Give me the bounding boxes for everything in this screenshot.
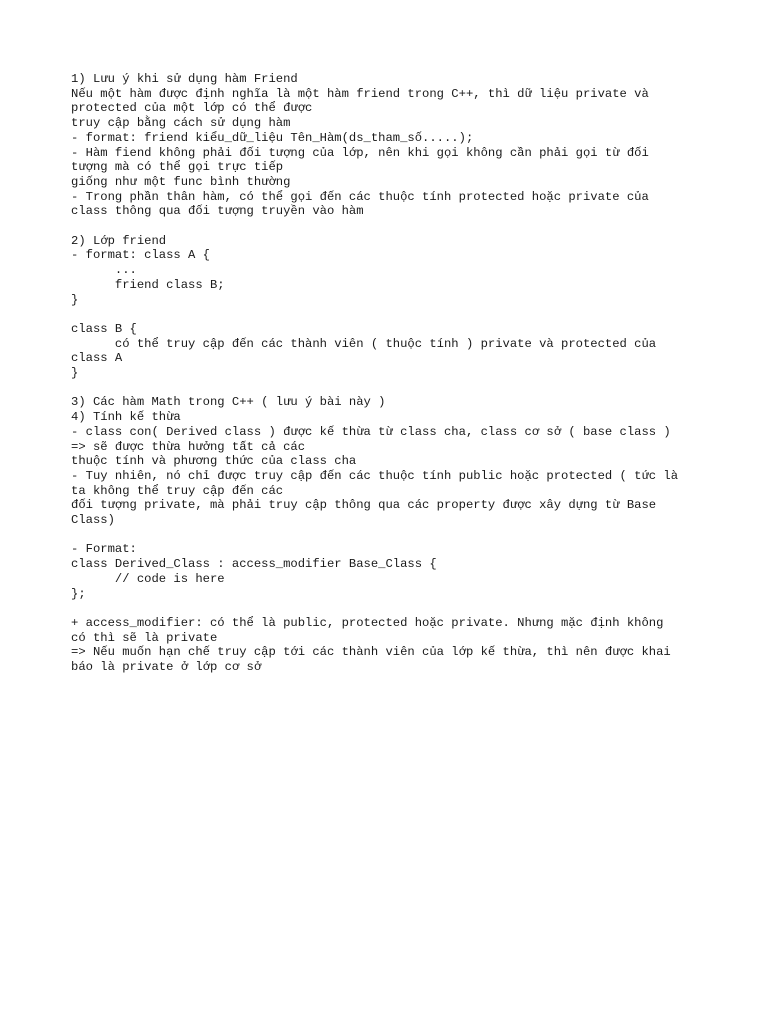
text-line: => Nếu muốn hạn chế truy cập tới các thành viên của lớp kế thừa, thì nên được khai (71, 645, 671, 660)
text-line: Class) (71, 513, 115, 528)
text-line (71, 219, 711, 234)
text-line: class B { (71, 321, 137, 336)
text-line: - Hàm fiend không phải đối tượng của lớp, nên khi gọi không cần phải gọi từ đối (71, 145, 649, 160)
text-line: có thì sẽ là private (71, 630, 218, 645)
text-line: - class con( Derived class ) được kế thừa từ class cha, class cơ sở ( base class ) (71, 424, 671, 439)
text-line: - Trong phần thân hàm, có thể gọi đến các thuộc tính protected hoặc private của (71, 189, 649, 204)
text-line: thuộc tính và phương thức của class cha (71, 454, 357, 469)
document-body (71, 72, 711, 675)
text-line: // code is here (71, 571, 225, 586)
text-line: }; (71, 586, 86, 601)
text-line: đối tượng private, mà phải truy cập thông qua các property được xây dựng từ Base (71, 498, 657, 513)
text-line: Nếu một hàm được định nghĩa là một hàm friend trong C++, thì dữ liệu private và (71, 86, 649, 101)
text-line: báo là private ở lớp cơ sở (71, 660, 262, 675)
text-line: + access_modifier: có thể là public, protected hoặc private. Nhưng mặc định không (71, 615, 664, 630)
text-line (71, 601, 711, 616)
text-line: - format: class A { (71, 248, 210, 263)
text-line: class Derived_Class : access_modifier Base_Class { (71, 557, 437, 572)
text-line: giống như một func bình thường (71, 174, 291, 189)
text-line: => sẽ được thừa hưởng tất cả các (71, 439, 306, 454)
text-line: class thông qua đối tượng truyền vào hàm (71, 204, 364, 219)
text-line: tượng mà có thể gọi trực tiếp (71, 160, 284, 175)
text-line: } (71, 366, 79, 381)
text-line: friend class B; (71, 277, 225, 292)
text-line: } (71, 292, 79, 307)
text-line: - Format: (71, 542, 137, 557)
text-line (71, 307, 711, 322)
text-line: 1) Lưu ý khi sử dụng hàm Friend (71, 72, 298, 86)
text-line: - Tuy nhiên, nó chỉ được truy cập đến các thuộc tính public hoặc protected ( tức là (71, 468, 679, 483)
text-line: - format: friend kiểu_dữ_liệu Tên_Hàm(ds_tham_số.....); (71, 130, 474, 145)
text-line: ... (71, 263, 137, 278)
text-line: protected của một lớp có thể được (71, 101, 313, 116)
text-line: 3) Các hàm Math trong C++ ( lưu ý bài này ) (71, 395, 386, 410)
text-line: class A (71, 351, 123, 366)
text-line (71, 528, 711, 543)
text-line: 2) Lớp friend (71, 233, 167, 248)
text-line: có thể truy cập đến các thành viên ( thuộc tính ) private và protected của (71, 336, 657, 351)
text-line: ta không thể truy cập đến các (71, 483, 284, 498)
text-line (71, 381, 711, 396)
text-line: 4) Tính kế thừa (71, 410, 181, 425)
text-line: truy cập bằng cách sử dụng hàm (71, 116, 291, 131)
